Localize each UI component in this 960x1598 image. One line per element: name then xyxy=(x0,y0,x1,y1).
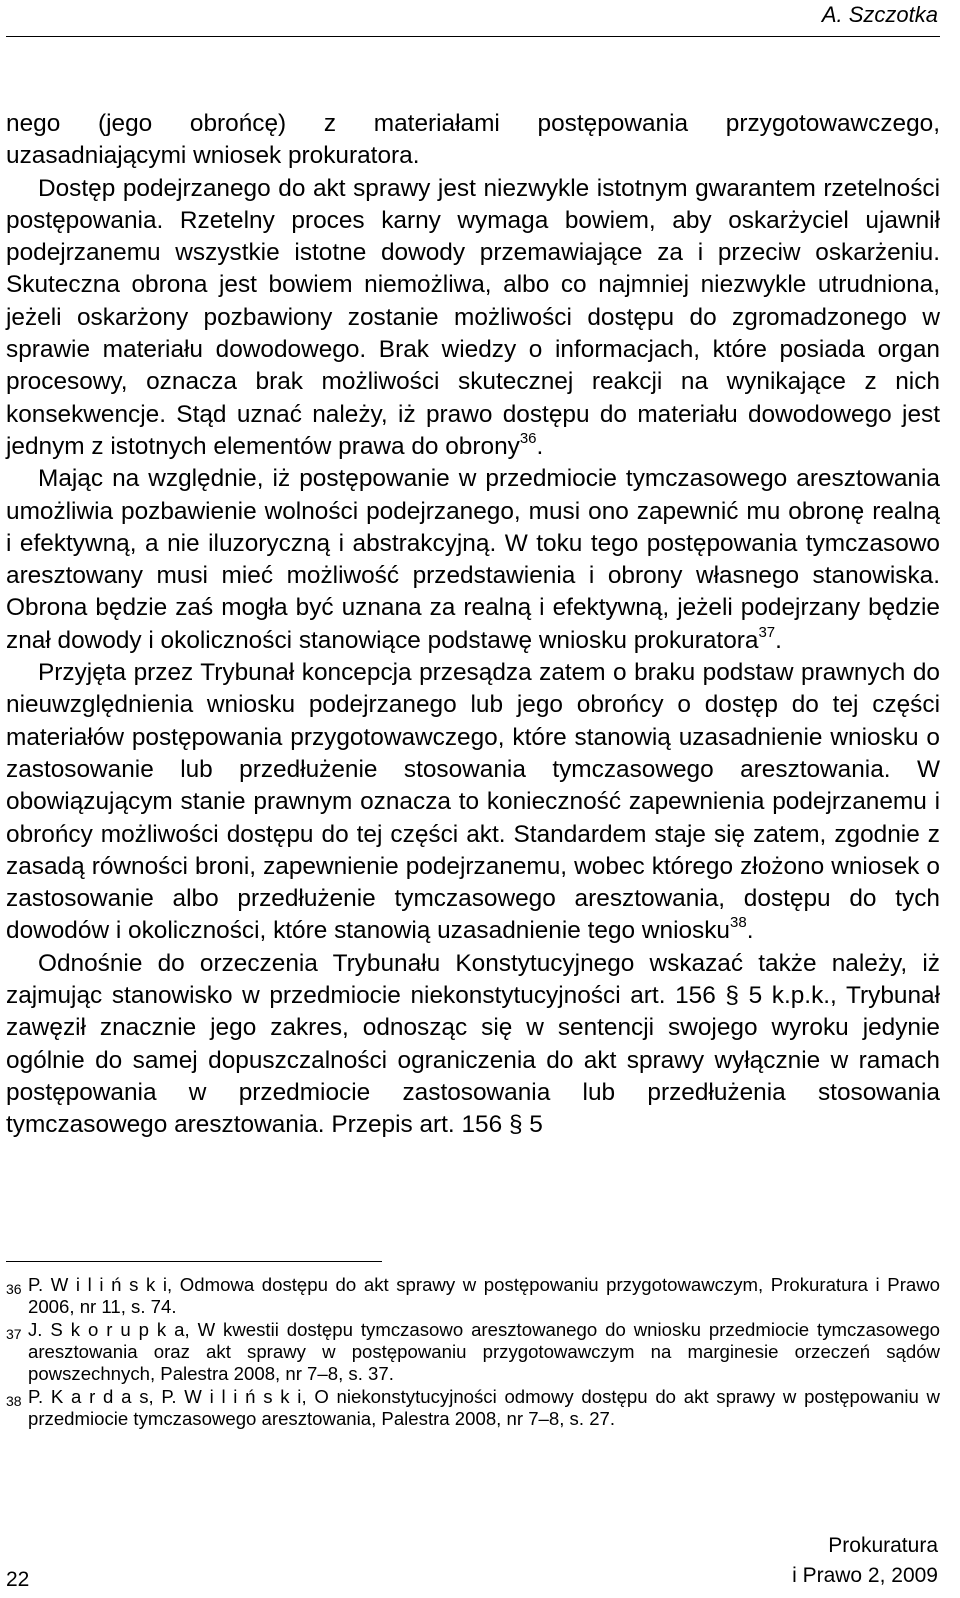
header-rule xyxy=(6,36,940,37)
page-number: 22 xyxy=(6,1568,30,1591)
main-text xyxy=(6,108,940,1142)
footnote-number: 37 xyxy=(6,1326,22,1342)
footnote-rule xyxy=(6,1261,382,1262)
paragraph-text: Mając na względnie, iż postępowanie w przedmiocie tymczasowego aresztowania umożliwia pozbawienie wolności podejrzanego, musi ono zapewnić mu obronę realną i efektywną, a nie iluzoryczną i abstrakcyjną. W toku tego postępowania tymczasowo aresztowany musi mieć możliwość przedstawienia i obrony własnego stanowiska. Obrona będzie zaś mogła być uznana za realną i efektywną, jeżeli podejrzany będzie znał dowody i okoliczności stanowiące podstawę wniosku prokuratora xyxy=(6,465,940,654)
paragraph-text: nego (jego obrońcę) z materiałami postępowania przygotowawczego, uzasadniającymi wniosek prokuratora. xyxy=(6,110,940,170)
paragraph-text: Dostęp podejrzanego do akt sprawy jest niezwykle istotnym gwarantem rzetelności postępowania. Rzetelny proces karny wymaga bowiem, aby oskarżyciel ujawnił podejrzanemu wszystkie istotne dowody przemawiające za i przeciw oskarżeniu. Skuteczna obrona jest bowiem niemożliwa, albo co najmniej niezwykle utrudniona, jeżeli oskarżony pozbawiony zostanie możliwości dostępu do zgromadzonego w sprawie materiału dowodowego. Brak wiedzy o informacjach, które posiada organ procesowy, oznacza brak możliwości skutecznej reakcji na wynikające z nich konsekwencje. Stąd uznać należy, iż prawo dostępu do materiału dowodowego jest jednym z istotnych elementów prawa do obrony xyxy=(6,174,940,460)
journal-name: Prokuratura xyxy=(828,1534,938,1557)
running-header-author: A. Szczotka xyxy=(821,2,938,27)
footnote-reference: 38 xyxy=(730,914,747,932)
paragraph xyxy=(6,108,940,173)
footnote-number: 38 xyxy=(6,1393,22,1409)
paragraph xyxy=(6,463,940,657)
paragraph-text: Odnośnie do orzeczenia Trybunału Konstytucyjnego wskazać także należy, iż zajmując stanowisko w przedmiocie niekonstytucyjności art. 156 § 5 k.p.k., Trybunał zawęził znacznie jego zakres, odnosząc się w sentencji swojego wyroku jedynie ogólnie do samej dopuszczalności ograniczenia do akt sprawy wyłącznie w ramach postępowania w przedmiocie zastosowania lub przedłużenia stosowania tymczasowego aresztowania. Przepis art. 156 § 5 xyxy=(6,949,940,1139)
footnote-text: J. S k o r u p k a, W kwestii dostępu tymczasowo aresztowanego do wniosku przedmiocie tymczasowego aresztowania oraz akt sprawy w postępowaniu przygotowawczym na marginesie orzeczeń sądów powszechnych, Palestra 2008, nr 7–8, s. 37. xyxy=(28,1319,940,1384)
paragraph xyxy=(6,173,940,464)
footnote-37 xyxy=(6,1319,940,1385)
footnote-text: P. W i l i ń s k i, Odmowa dostępu do akt sprawy w postępowaniu przygotowawczym, Prokuratura i Prawo 2006, nr 11, s. 74. xyxy=(28,1274,940,1317)
paragraph-text: Przyjęta przez Trybunał koncepcja przesądza zatem o braku podstaw prawnych do nieuwzględnienia wniosku podejrzanego lub jego obrońcy o dostęp do tej części materiałów postępowania przygotowawczego, które stanowią uzasadnienie wniosku o zastosowanie lub przedłużenie stosowania tymczasowego aresztowania. W obowiązującym stanie prawnym oznacza to konieczność zapewnienia podejrzanemu i obrońcy możliwości dostępu do tej części akt. Standardem staje się zatem, zgodnie z zasadą równości broni, zapewnienie podejrzanemu, wobec którego złożono wniosek o zastosowanie albo przedłużenie tymczasowego aresztowania, dostępu do tych dowodów i okoliczności, które stanowią uzasadnienie tego wniosku xyxy=(6,659,940,945)
journal-issue: i Prawo 2, 2009 xyxy=(792,1564,938,1587)
footnote-reference: 37 xyxy=(758,623,776,641)
footnotes xyxy=(6,1274,940,1431)
journal-footer xyxy=(792,1531,938,1591)
footnote-reference: 36 xyxy=(519,429,537,447)
paragraph xyxy=(6,948,940,1142)
footnote-36 xyxy=(6,1274,940,1318)
paragraph xyxy=(6,657,940,948)
paragraph-text: . xyxy=(746,917,754,945)
paragraph-text: . xyxy=(536,432,544,460)
footnote-text: P. K a r d a s, P. W i l i ń s k i, O niekonstytucyjności odmowy dostępu do akt sprawy w postępowaniu w przedmiocie tymczasowego aresztowania, Palestra 2008, nr 7–8, s. 27. xyxy=(28,1386,940,1429)
footnote-number: 36 xyxy=(6,1281,22,1297)
footnote-38 xyxy=(6,1386,940,1430)
paragraph-text: . xyxy=(775,626,782,654)
